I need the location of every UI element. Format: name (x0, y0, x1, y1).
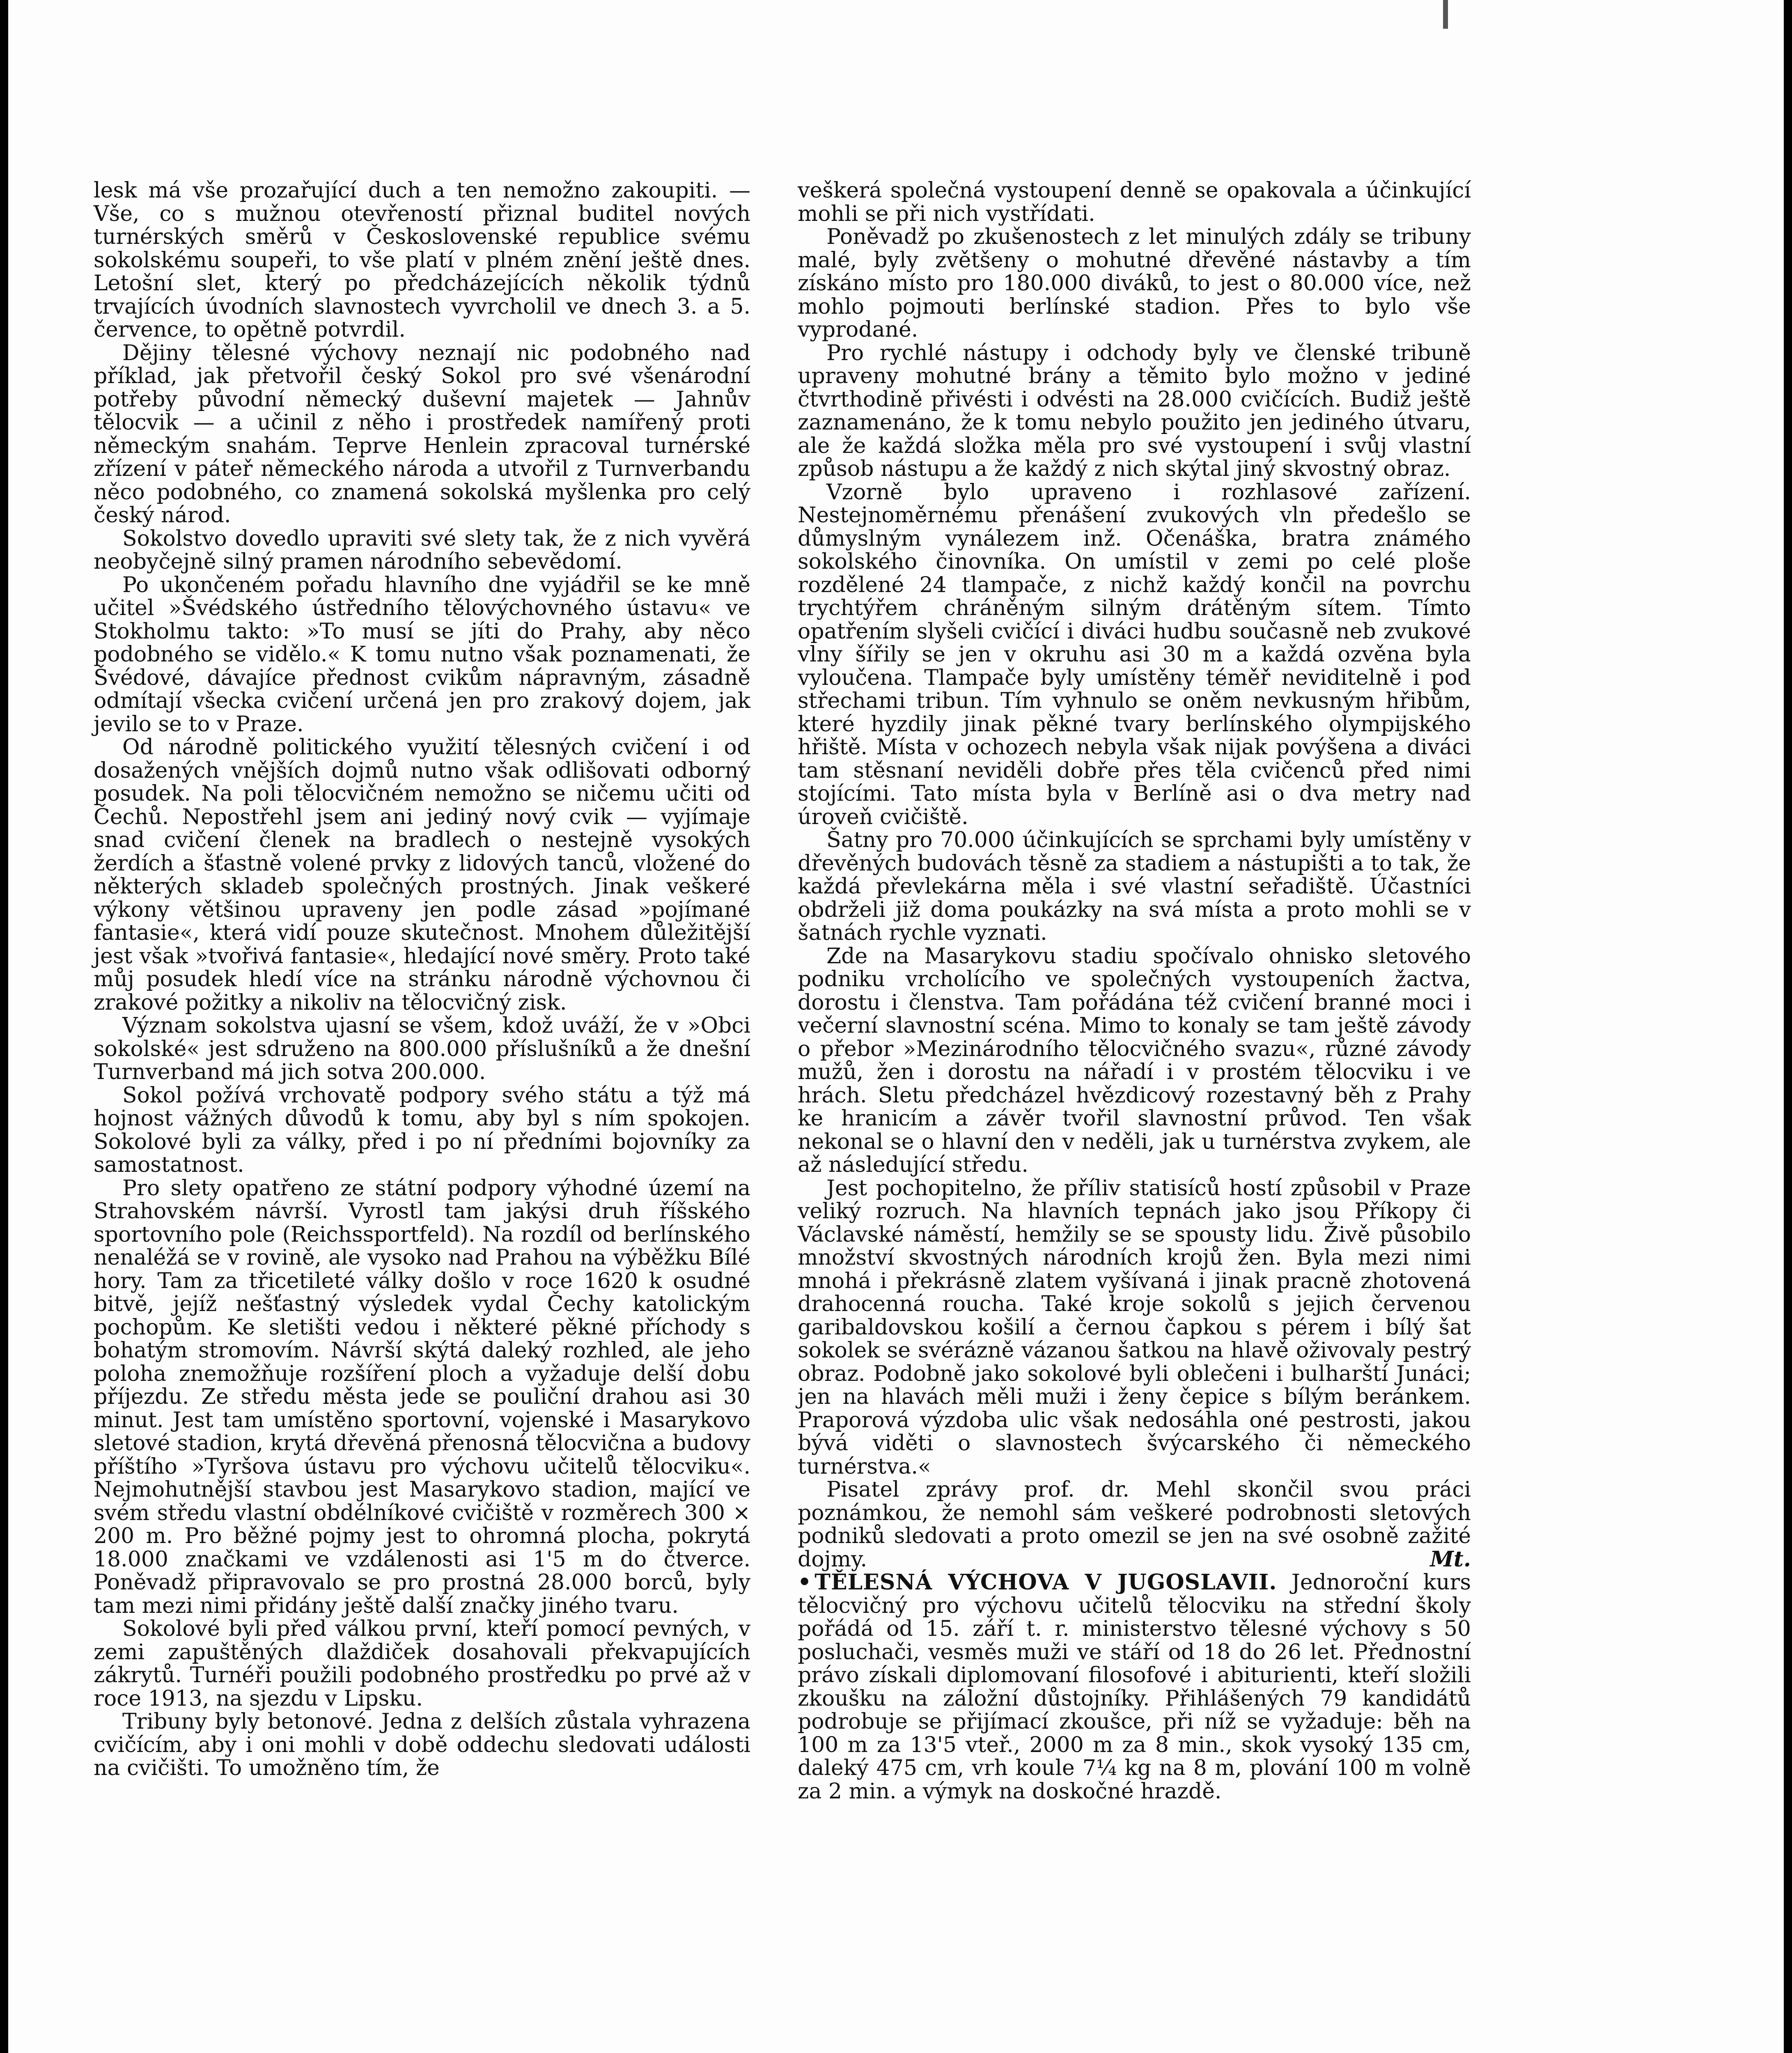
page (8, 0, 1784, 2053)
right-column (798, 179, 1471, 1803)
paragraph: Sokolstvo dovedlo upraviti své slety tak, že z nich vyvěrá neobyčejně silný pramen národního sebevědomí. (94, 526, 750, 574)
paragraph: Sokol požívá vrchovatě podpory svého státu a týž má hojnost vážných důvodů k tomu, aby byl s ním spokojen. Sokolové byli za války, před i po ní předními bojovníky za samostatnost. (94, 1083, 750, 1177)
paragraph: Šatny pro 70.000 účinkujících se sprchami byly umístěny v dřevěných budovách těsně za stadiem a nástupišti a to tak, že každá převlekárna měla i své vlastní seřadiště. Účastníci obdrželi již doma poukázky na svá místa a proto mohli se v šatnách rychle vyznati. (798, 828, 1471, 945)
paragraph: Jest pochopitelno, že příliv statisíců hostí způsobil v Praze veliký rozruch. Na hlavních tepnách jako jsou Příkopy či Václavské náměstí, hemžily se se spousty lidu. Živě působilo množství skvostných národních krojů žen. Byla mezi nimi mnohá i překrásně zlatem vyšívaná i jinak pracně zhotovená drahocenná roucha. Také kroje sokolů s jejich červenou garibaldovskou košilí a černou čapkou s pérem i bílý šat sokolek se svérázně vázanou šatkou na hlavě oživovaly pestrý obraz. Podobně jako sokolové byli oblečeni i bulharští Junáci; jen na hlavách měli muži i ženy čepice s bílým beránkem. Praporová výzdoba ulic však nedosáhla oné pestrosti, jakou bývá viděti o slavnostech švýcarského či německého turnérstva.« (798, 1176, 1471, 1479)
author-initials: Mt. (1430, 1546, 1471, 1572)
news-item (798, 1571, 1471, 1803)
paragraph: lesk má vše prozařující duch a ten nemožno zakoupiti. — Vše, co s mužnou otevřeností přiznal buditel nových turnérských směrů v Československé republice svému sokolskému soupeři, to vše platí v plném znění ještě dnes. Letošní slet, který po předcházejících několik týdnů trvajících úvodních slavnostech vyvrcholil ve dnech 3. a 5. července, to opětně potvrdil. (94, 178, 750, 342)
section-text: Jednoroční kurs tělocvičný pro výchovu učitelů tělocviku na střední školy pořádá od 15. září t. r. ministerstvo tělesné výchovy s 50 posluchači, vesměs muži ve stáří od 18 do 26 let. Přednostní právo získali diplomovaní filosofové i abiturienti, kteří složili zkoušku na záložní důstojníky. Přihlášených 79 kandidátů podrobuje se přijímací zkoušce, při níž se vyžaduje: běh na 100 m za 13'5 vteř., 2000 m za 8 min., skok vysoký 135 cm, daleký 475 cm, vrh koule 7¼ kg na 8 m, plování 100 m volně za 2 min. a výmyk na doskočné hrazdě. (798, 1570, 1471, 1804)
paragraph-text: Pisatel zprávy prof. dr. Mehl skončil svou práci poznámkou, že nemohl sám veškeré podrobnosti sletových podniků sledovati a proto omezil se jen na své osobně zažité dojmy. (798, 1477, 1471, 1572)
paragraph: Tribuny byly betonové. Jedna z delších zůstala vyhrazena cvičícím, aby i oni mohli v době oddechu sledovati události na cvičišti. To umožněno tím, že (94, 1709, 750, 1780)
closing-paragraph (798, 1478, 1471, 1571)
paragraph: Sokolové byli před válkou první, kteří pomocí pevných, v zemi zapuštěných dlaždiček dosahovali překvapujících zákrytů. Turnéři použili podobného prostředku po prvé až v roce 1913, na sjezdu v Lipsku. (94, 1617, 750, 1711)
paragraph: Pro slety opatřeno ze státní podpory výhodné území na Strahovském návrší. Vyrostl tam jakýsi druh říšského sportovního pole (Reichssportfeld). Na rozdíl od berlínského nenaléžá se v rovině, ale vysoko nad Prahou na výběžku Bílé hory. Tam za třicetileté války došlo v roce 1620 k osudné bitvě, jejíž nešťastný výsledek vydal Čechy katolickým pochopům. Ke sletišti vedou i některé pěkné příchody s bohatým stromovím. Návrší skýtá daleký rozhled, ale jeho poloha znemožňuje rozšíření ploch a vyžaduje delší dobu příjezdu. Ze středu města jede se pouliční drahou asi 30 minut. Jest tam umístěno sportovní, vojenské i Masarykovo sletové stadion, krytá dřevěná přenosná tělocvična a budovy příštího »Tyršova ústavu pro výchovu učitelů tělocviku«. Nejmohutnější stavbou jest Masarykovo stadion, mající ve svém středu vlastní obdélníkové cvičiště v rozměrech 300 × 200 m. Pro běžné pojmy jest to ohromná plocha, pokrytá 18.000 značkami ve vzdálenosti asi 1'5 m do čtverce. Poněvadž připravovalo se pro prostná 28.000 borců, byly tam mezi nimi přidány ještě další značky jiného tvaru. (94, 1176, 750, 1618)
paragraph: Pro rychlé nástupy i odchody byly ve členské tribuně upraveny mohutné brány a těmito bylo možno v jediné čtvrthodině přivésti i odvésti na 28.000 cvičících. Budiž ještě zaznamenáno, že k tomu nebylo použito jen jediného útvaru, ale že každá složka měla pro své vystoupení i svůj vlastní způsob nástupu a že každý z nich skýtal jiný skvostný obraz. (798, 340, 1471, 481)
paragraph: Dějiny tělesné výchovy neznají nic podobného nad příklad, jak přetvořil český Sokol pro své všenárodní potřeby původní německý duševní majetek — Jahnův tělocvik — a učinil z něho i prostředek namířený proti německým snahám. Teprve Henlein zpracoval turnérské zřízení v páteř německého národa a utvořil z Turnverbandu něco podobného, co znamená sokolská myšlenka pro celý český národ. (94, 340, 750, 528)
paragraph: Poněvadž po zkušenostech z let minulých zdály se tribuny malé, byly zvětšeny o mohutné dřevěné nástavby a tím získáno místo pro 180.000 diváků, to jest o 80.000 více, než mohlo pojmouti berlínské stadion. Přes to bylo vše vyprodané. (798, 225, 1471, 342)
paragraph: veškerá společná vystoupení denně se opakovala a účinkující mohli se při nich vystřídati. (798, 178, 1471, 226)
paragraph: Význam sokolstva ujasní se všem, kdož uváží, že v »Obci sokolské« jest sdruženo na 800.000 příslušníků a že dnešní Turnverband má jich sotva 200.000. (94, 1013, 750, 1084)
scan-edge-mark (1443, 0, 1448, 29)
section-heading: TĚLESNÁ VÝCHOVA V JUGOSLAVII. (815, 1570, 1277, 1595)
paragraph: Vzorně bylo upraveno i rozhlasové zařízení. Nestejnoměrnému přenášení zvukových vln předešlo se důmyslným vynálezem inž. Očenáška, bratra známého sokolského činovníka. On umístil v zemi po celé ploše rozdělené 24 tlampače, z nichž každý končil na povrchu trychtýřem chráněným silným drátěným sítem. Tímto opatřením slyšeli cvičící i diváci hudbu současně neb zvukové vlny šířily se jen v okruhu asi 30 m a každá ozvěna byla vyloučena. Tlampače byly umístěny téměř neviditelně i pod střechami tribun. Tím vyhnulo se oněm nevkusným hřibům, které hyzdily jinak pěkné tvary berlínského olympijského hřiště. Místa v ochozech nebyla však nijak povýšena a diváci tam stěsnaní neviděli dobře přes těla cvičenců před nimi stojícími. Tato místa byla v Berlíně asi o dva metry nad úroveň cvičiště. (798, 480, 1471, 829)
paragraph: Zde na Masarykovu stadiu spočívalo ohnisko sletového podniku vrcholícího ve společných vystoupeních žactva, dorostu i členstva. Tam pořádána též cvičení branné moci i večerní slavnostní scéna. Mimo to konaly se tam ještě závody o přebor »Mezinárodního tělocvičného svazu«, různé závody mužů, žen i dorostu na nářadí i v prostém tělocviku i ve hrách. Sletu předcházel hvězdicový rozestavný běh z Prahy ke hranicím a závěr tvořil slavnostní průvod. Ten však nekonal se o hlavní den v neděli, jak u turnérstva zvykem, ale až následující středu. (798, 944, 1471, 1177)
bullet-icon: • (798, 1570, 812, 1595)
paragraph: Po ukončeném pořadu hlavního dne vyjádřil se ke mně učitel »Švédského ústředního tělovýchovného ústavu« ve Stokholmu takto: »To musí se jíti do Prahy, aby něco podobného se vidělo.« K tomu nutno však poznamenati, že Švédové, dávajíce přednost cvikům nápravným, zásadně odmítají všecka cvičení určená jen pro zrakový dojem, jak jevilo se to v Praze. (94, 572, 750, 737)
paragraph: Od národně politického využití tělesných cvičení i od dosažených vnějších dojmů nutno však odlišovati odborný posudek. Na poli tělocvičném nemožno se ničemu učiti od Čechů. Nepostřehl jsem ani jediný nový cvik — vyjímaje snad cvičení členek na bradlech o nestejně vysokých žerdích a šťastně volené prvky z lidových tanců, vložené do některých skladeb společných prostných. Jinak veškeré výkony většinou upraveny jen podle zásad »pojímané fantasie«, která vidí pouze skutečnost. Mnohem důležitější jest však »tvořivá fantasie«, hledající nové směry. Proto také můj posudek hledí více na stránku národně výchovnou či zrakové požitky a nikoliv na tělocvičný zisk. (94, 735, 750, 1015)
left-column (94, 179, 750, 1780)
